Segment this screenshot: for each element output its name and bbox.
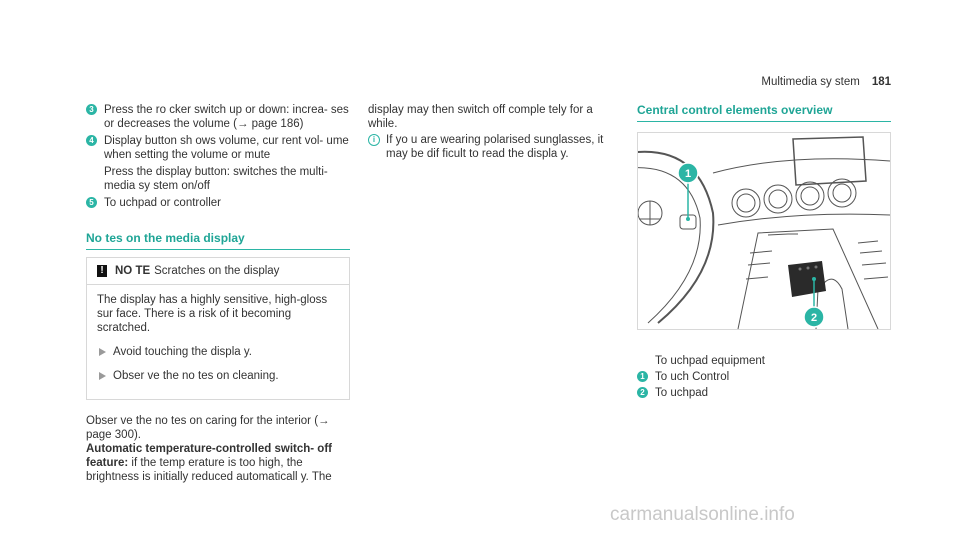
paragraph: display may then switch off comple tely for a while. <box>368 104 593 130</box>
column-right <box>637 103 891 400</box>
caption-item <box>637 370 891 384</box>
list-item-text: Display button sh ows volume, cur rent vol‐ ume when setting the volume or mute <box>104 135 349 161</box>
caption-text: To uchpad <box>655 387 709 399</box>
note-text: The display has a highly sensitive, high-gloss sur face. There is a risk of it becoming scratched. <box>97 294 328 334</box>
section-name: Multimedia sy stem <box>761 76 860 88</box>
number-badge: 4 <box>86 135 97 146</box>
feature-label: Automatic temperature-controlled switch‐ off feature: <box>86 443 332 469</box>
watermark: carmanualsonline.info <box>610 504 795 525</box>
note-label: NO TE <box>115 265 151 277</box>
caption-item <box>637 386 891 400</box>
list-item <box>86 196 350 210</box>
column-left <box>86 103 350 484</box>
info-icon: i <box>368 134 380 146</box>
list-item-text: Press the ro cker switch up or down: increa‐ ses or decreases the volume (→ page 186) <box>104 104 349 130</box>
page-header <box>760 75 891 89</box>
dashboard-drawing <box>638 133 890 329</box>
number-badge: 5 <box>86 197 97 208</box>
note-header <box>87 258 349 285</box>
list-item <box>86 165 350 193</box>
page-number: 181 <box>871 76 891 88</box>
list-item-text: To uchpad or controller <box>104 197 221 209</box>
info-text: If yo u are wearing polarised sunglasses, it may be dif ficult to read the displa y. <box>386 134 604 160</box>
figure-caption-title: To uchpad equipment <box>655 355 765 367</box>
paragraph: if the temp erature is too high, the brightness is initially reduced automaticall y. The <box>86 457 332 483</box>
section-title-notes: No tes on the media display <box>86 231 350 250</box>
list-item <box>86 103 350 131</box>
caption-text: To uch Control <box>655 371 730 383</box>
number-badge: 3 <box>86 104 97 115</box>
info-row <box>368 133 618 161</box>
list-item <box>86 134 350 162</box>
svg-text:2: 2 <box>810 312 818 324</box>
number-badge: 2 <box>637 387 648 398</box>
note-bullet: Obser ve the no tes on cleaning. <box>97 369 339 383</box>
warning-icon: ! <box>97 265 107 277</box>
list-item-text: Press the display button: switches the multi‐ media sy stem on/off <box>104 166 328 192</box>
section-title-controls: Central control elements overview <box>637 103 891 122</box>
note-bullet: Avoid touching the displa y. <box>97 345 339 359</box>
note-heading: Scratches on the display <box>154 265 280 277</box>
note-box <box>86 257 350 400</box>
svg-text:1: 1 <box>684 168 692 180</box>
number-badge: 1 <box>637 371 648 382</box>
paragraph: Obser ve the no tes on caring for the interior (→ page 300). <box>86 415 330 441</box>
note-body <box>87 285 349 399</box>
column-middle <box>368 103 618 161</box>
dashboard-illustration <box>637 132 891 330</box>
